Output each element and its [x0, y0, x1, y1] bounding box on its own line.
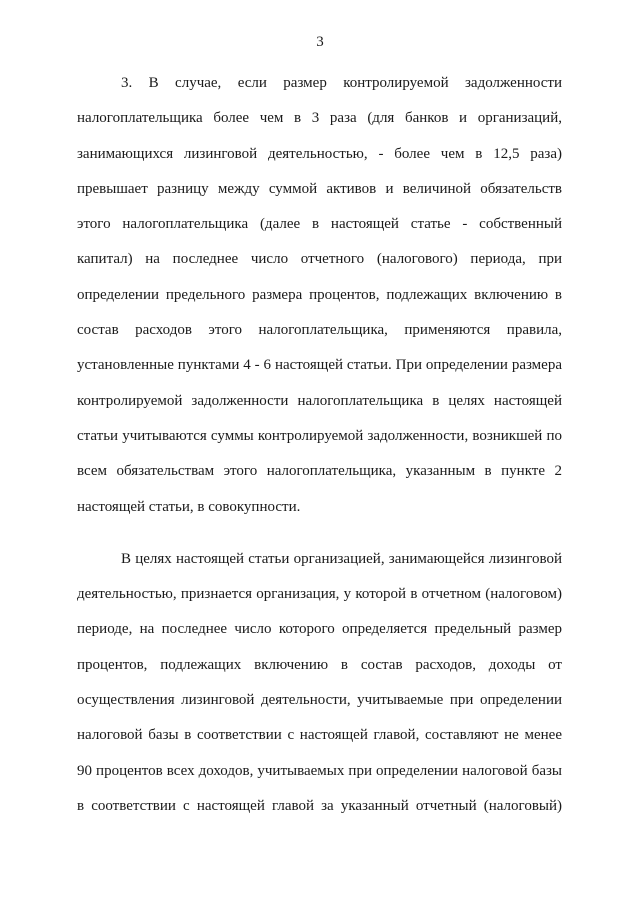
text-line: определении предельного размера процентов, подлежащих включению в: [77, 286, 562, 303]
text-line: деятельностью, признается организация, у которой в отчетном (налоговом): [77, 586, 562, 603]
text-line: установленные пунктами 4 - 6 настоящей статьи. При определении размера: [77, 357, 562, 374]
text-line: всем обязательствам этого налогоплательщика, указанным в пункте 2: [77, 463, 562, 480]
text-line: этого налогоплательщика (далее в настоящей статье - собственный: [77, 216, 562, 233]
text-line: 3. В случае, если размер контролируемой задолженности: [121, 75, 562, 91]
text-line: превышает разницу между суммой активов и величиной обязательств: [77, 180, 562, 197]
text-line: процентов, подлежащих включению в состав расходов, доходы от: [77, 656, 562, 673]
paragraph-leasing-definition: [77, 542, 562, 824]
text-line: настоящей статьи, в совокупности.: [77, 498, 301, 515]
text-line: в соответствии с настоящей главой за указанный отчетный (налоговый): [77, 797, 562, 814]
text-line: периоде, на последнее число которого определяется предельный размер: [77, 621, 562, 638]
text-line: состав расходов этого налогоплательщика, применяются правила,: [77, 322, 562, 339]
page-number: 3: [316, 34, 324, 50]
document-body: [77, 66, 562, 824]
text-line: 90 процентов всех доходов, учитываемых при определении налоговой базы: [77, 762, 562, 779]
text-line: налогоплательщика более чем в 3 раза (для банков и организаций,: [77, 110, 562, 127]
text-line: капитал) на последнее число отчетного (налогового) периода, при: [77, 251, 562, 268]
text-line: контролируемой задолженности налогоплательщика в целях настоящей: [77, 392, 562, 409]
text-line: статьи учитываются суммы контролируемой задолженности, возникшей по: [77, 427, 562, 444]
paragraph-item-3: [77, 66, 562, 525]
text-line: налоговой базы в соответствии с настоящей главой, составляют не менее: [77, 727, 562, 744]
text-line: В целях настоящей статьи организацией, занимающейся лизинговой: [121, 550, 562, 567]
text-line: осуществления лизинговой деятельности, учитываемые при определении: [77, 692, 562, 709]
text-line: занимающихся лизинговой деятельностью, - более чем в 12,5 раза): [77, 145, 562, 162]
